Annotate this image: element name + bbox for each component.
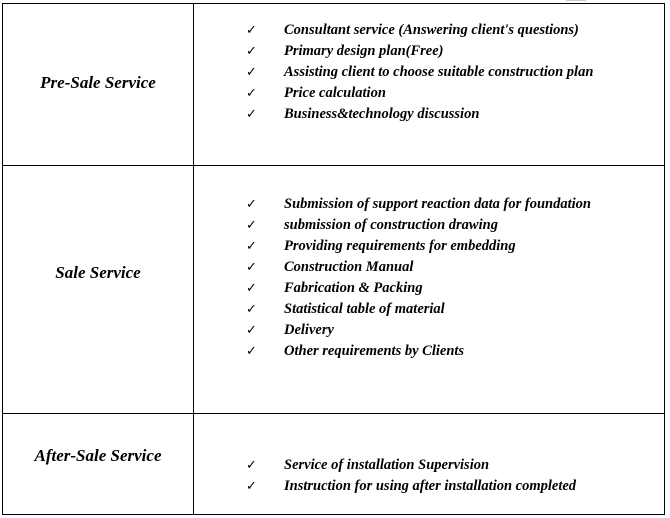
item-text: Providing requirements for embedding [284,237,516,254]
category-label-pre-sale: Pre-Sale Service [40,72,156,92]
checkmark-icon: ✓ [246,23,257,38]
item-text: Other requirements by Clients [284,342,465,359]
checkmark-icon: ✓ [246,196,257,212]
checkmark-icon: ✓ [246,238,257,254]
item-text: Consultant service (Answering client's questions) [284,22,579,38]
list-item [246,320,664,341]
list-item [246,455,664,476]
item-text: Price calculation [284,85,386,101]
checkmark-icon: ✓ [246,107,257,122]
list-item [246,83,664,104]
category-cell [3,166,194,414]
checkmark-icon: ✓ [246,280,257,296]
items-cell [194,414,665,515]
checkmark-icon: ✓ [246,479,257,494]
item-text: Assisting client to choose suitable construction plan [284,64,594,80]
item-text: Statistical table of material [284,300,445,317]
list-item [246,194,664,215]
items-cell [194,166,665,414]
list-item [246,476,664,497]
top-edge-mark [566,0,586,1]
checkmark-icon: ✓ [246,217,257,233]
checkmark-icon: ✓ [246,259,257,275]
list-item [246,62,664,83]
list-item [246,299,664,320]
service-row-after-sale [3,414,665,515]
item-text: Instruction for using after installation completed [284,478,577,494]
checkmark-icon: ✓ [246,343,257,359]
checkmark-icon: ✓ [246,86,257,101]
service-row-pre-sale [3,4,665,166]
service-row-sale [3,166,665,414]
checkmark-icon: ✓ [246,44,257,59]
category-cell [3,4,194,166]
item-text: submission of construction drawing [284,216,498,233]
item-text: Primary design plan(Free) [284,43,444,59]
checkmark-icon: ✓ [246,301,257,317]
service-items-list [194,455,664,497]
checkmark-icon: ✓ [246,322,257,338]
item-text: Delivery [284,321,334,338]
item-text: Service of installation Supervision [284,457,490,473]
item-text: Fabrication & Packing [284,279,423,296]
list-item [246,41,664,62]
category-label-sale: Sale Service [55,262,141,282]
item-text: Business&technology discussion [284,106,480,122]
item-text: Construction Manual [284,258,414,275]
category-label-after-sale: After-Sale Service [34,446,162,465]
category-cell [3,414,194,515]
list-item [246,20,664,41]
list-item [246,104,664,125]
item-text: Submission of support reaction data for foundation [284,195,591,212]
list-item [246,257,664,278]
service-items-list [194,194,664,362]
service-table [2,3,665,515]
list-item [246,278,664,299]
items-cell [194,4,665,166]
list-item [246,236,664,257]
list-item [246,215,664,236]
list-item [246,341,664,362]
service-items-list [194,20,664,125]
checkmark-icon: ✓ [246,458,257,473]
checkmark-icon: ✓ [246,65,257,80]
